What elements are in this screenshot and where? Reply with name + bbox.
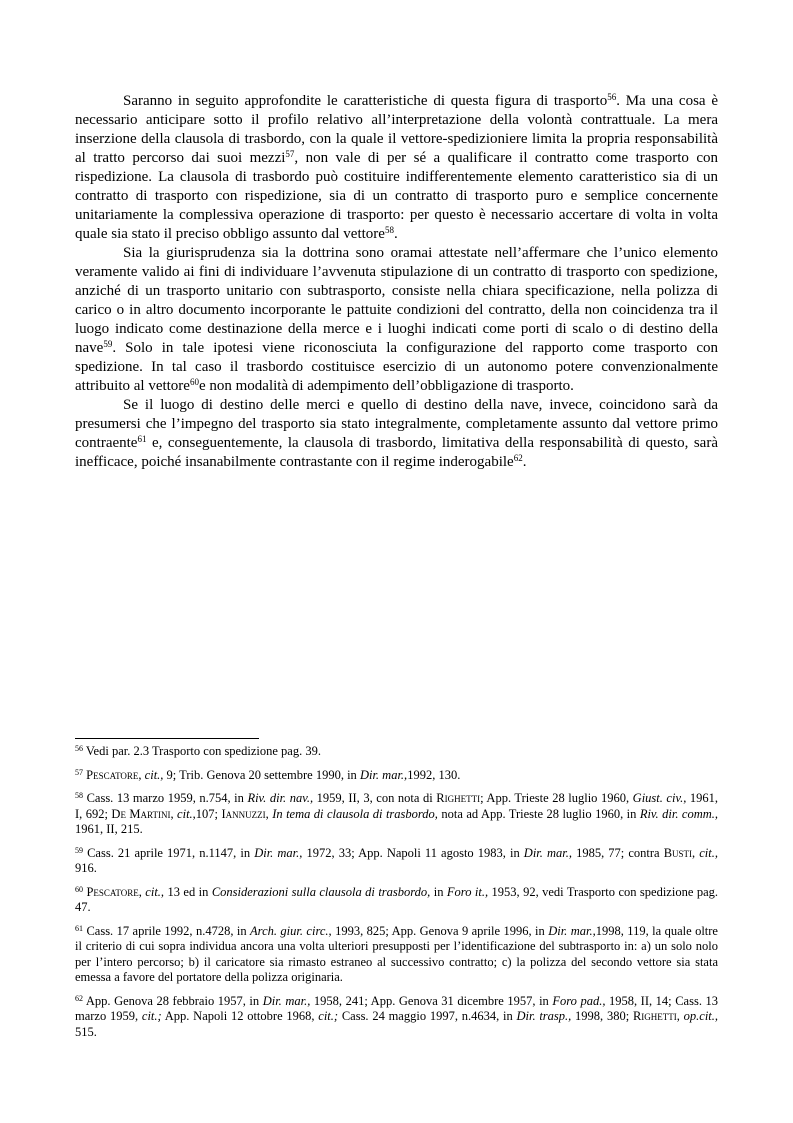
italic-citation: Riv. dir. nav., [247, 791, 314, 805]
footnote-number: 58 [75, 791, 83, 800]
footnote-number: 62 [75, 993, 83, 1003]
text-run: 1959, II, 3, con nota di [313, 791, 437, 805]
footnote-number: 57 [75, 767, 83, 777]
footnote [75, 768, 718, 784]
italic-citation: Dir. mar., [523, 845, 572, 860]
text-run: 1961, I, 692; [75, 791, 719, 821]
author-name: Iannuzzi [221, 806, 266, 821]
italic-citation: cit., [144, 767, 164, 782]
footnote-reference: 61 [137, 434, 147, 444]
italic-citation: Foro pad., [552, 993, 606, 1008]
italic-citation: Dir. trasp., [516, 1009, 572, 1023]
text-run: 515. [75, 1024, 97, 1039]
text-run: Sia la giurisprudenza sia la dottrina sono oramai attestate nell’affermare che l’unico elemento veramente valido ai fini di individuare l’avvenuta stipulazione di un contratto di trasporto con spedizione, anziché di un trasporto unitario con subtrasporto, consiste nella chiara specificazione, nella polizza di carico o in altro documento incorporante le pattuite condizioni del contratto, della non coincidenza tra il luogo indicato come destinazione della merce e i luoghi indicati come porti di scalo o di destino della nave [75, 245, 718, 356]
footnote [75, 994, 718, 1041]
footnote-reference: 56 [607, 92, 617, 102]
footnote-reference: 57 [285, 149, 295, 159]
italic-citation: In tema di clausola di trasbordo, [272, 806, 438, 821]
text-run: . Solo in tale ipotesi viene riconosciuta la configurazione del rapporto come trasporto con spedizione. In tal caso il trasbordo costituisce esercizio di un autonomo potere convenzionalmente attribuito al vettore [75, 340, 718, 394]
italic-citation: cit. [177, 806, 193, 821]
paragraph [75, 396, 718, 472]
text-run: Saranno in seguito approfondite le caratteristiche di questa figura di trasporto [123, 93, 608, 109]
footnote [75, 924, 718, 986]
text-run: e non modalità di adempimento dell’obbligazione di trasporto. [198, 378, 574, 394]
text-run: e, conseguentemente, la clausola di trasbordo, limitativa della responsabilità di questo, sarà inefficace, poiché insanabilmente contrastante con il regime inderogabile [75, 435, 718, 470]
text-run: Vedi par. 2.3 Trasporto con spedizione pag. 39. [85, 744, 321, 758]
footnote-number: 61 [75, 923, 83, 933]
text-run: 1998, 119, la quale oltre il criterio di cui sopra individua ancora una volta ulteriori presupposti per l’identificazione del subtrasporto in: a) un solo nolo per l’intero percorso; b) il caricatore sia rimasto estraneo al successivo contratto; c) la polizza del secondo vettore sia stata emessa a favore del portatore della polizza originaria. [75, 923, 718, 984]
author-name: Pescatore [86, 767, 139, 782]
text-run: App. Genova 28 febbraio 1957, in [85, 993, 263, 1008]
footnote-separator [75, 738, 259, 739]
italic-citation: Considerazioni sulla clausola di trasbordo, [211, 884, 431, 899]
footnote [75, 885, 718, 916]
italic-citation: cit., [699, 845, 718, 860]
text-run: Cass. 13 marzo 1959, n.754, in [86, 791, 248, 805]
footnote [75, 744, 718, 760]
text-run: 1958, 241; App. Genova 31 dicembre 1957, in [310, 993, 553, 1008]
text-run: 1953, 92, vedi Trasporto con spedizione pag. 47. [75, 884, 718, 914]
italic-citation: Dir. mar., [359, 767, 408, 782]
text-run: , [676, 1009, 684, 1023]
text-run: 1998, 380; [571, 1009, 633, 1023]
text-run: 1985, 77; contra [572, 845, 664, 860]
main-text [75, 92, 718, 472]
footnote-reference: 58 [384, 225, 394, 235]
paragraph [75, 244, 718, 396]
text-run: , non vale di per sé a qualificare il contratto come trasporto con rispedizione. La clausola di trasbordo può costituire indifferentemente elemento caratteristico sia di un contratto di trasporto con rispedizione, sia di un contratto di trasporto puro e semplice concernente unitariamente la complessiva operazione di trasporto: per questo è necessario accertare di volta in volta quale sia stato il preciso obbligo assunto dal vettore [75, 150, 718, 242]
text-run: Cass. 21 aprile 1971, n.1147, in [87, 845, 255, 860]
text-run: , [138, 767, 145, 782]
footnote-number: 59 [75, 845, 83, 855]
italic-citation: cit.; [141, 1009, 162, 1023]
text-run: . Ma una cosa è necessario anticipare sotto il profilo relativo all’interpretazione della volontà contrattuale. La mera inserzione della clausola di trasbordo, con la quale il vettore-spedizioniere limita la propria responsabilità al tratto percorso dai suoi mezzi [75, 93, 718, 166]
text-run: Cass. 17 aprile 1992, n.4728, in [86, 923, 251, 938]
text-run: . [522, 454, 527, 470]
italic-citation: Giust. civ., [632, 791, 687, 805]
footnote-reference: 59 [103, 339, 113, 349]
text-run: in [430, 884, 447, 899]
footnote-reference: 62 [513, 453, 523, 463]
text-run: 916. [75, 861, 97, 875]
italic-citation: Dir. mar., [548, 923, 596, 938]
footnote [75, 791, 718, 838]
italic-citation: cit., [145, 884, 165, 899]
footnote-number: 56 [75, 744, 83, 753]
italic-citation: cit.; [318, 1009, 339, 1023]
text-run: 9; Trib. Genova 20 settembre 1990, in [163, 767, 360, 782]
text-run: 1992, 130. [407, 767, 461, 782]
author-name: Righetti [436, 791, 481, 805]
footnote-number: 60 [75, 884, 83, 894]
text-run: , [170, 806, 178, 821]
italic-citation: Dir. mar., [254, 845, 303, 860]
italic-citation: op.cit., [683, 1009, 719, 1023]
text-run: App. Napoli 12 ottobre 1968, [161, 1009, 319, 1023]
text-run: 1972, 33; App. Napoli 11 agosto 1983, in [302, 845, 524, 860]
text-run: ; App. Trieste 28 luglio 1960, [480, 791, 633, 805]
text-run: nota ad App. Trieste 28 luglio 1960, in [437, 806, 640, 821]
text-run: Cass. 24 maggio 1997, n.4634, in [338, 1009, 517, 1023]
author-name: De Martini [111, 806, 171, 821]
author-name: Busti [663, 845, 693, 860]
text-run: 1993, 825; App. Genova 9 aprile 1996, in [331, 923, 549, 938]
text-run: , [138, 884, 146, 899]
italic-citation: Riv. dir. comm., [639, 806, 718, 821]
text-run: Se il luogo di destino delle merci e quello di destino della nave, invece, coincidono sarà da presumersi che l’impegno del trasporto sia stato integralmente, completamente assunto dal vettore primo contraente [75, 397, 718, 451]
author-name: Righetti [632, 1009, 677, 1023]
text-run: 13 ed in [164, 884, 212, 899]
text-run: ,107; [192, 806, 222, 821]
footnotes [75, 744, 718, 1048]
footnote-reference: 60 [189, 377, 199, 387]
text-run: 1961, II, 215. [75, 822, 143, 836]
footnote [75, 846, 718, 877]
italic-citation: Arch. giur. circ., [250, 923, 332, 938]
paragraph [75, 92, 718, 244]
italic-citation: Dir. mar., [262, 993, 311, 1008]
italic-citation: Foro it., [446, 884, 489, 899]
text-run: . [393, 226, 398, 242]
text-run: , [265, 806, 273, 821]
text-run: , [692, 845, 700, 860]
author-name: Pescatore [86, 884, 139, 899]
text-run: 1958, II, 14; Cass. 13 marzo 1959, [75, 993, 718, 1023]
